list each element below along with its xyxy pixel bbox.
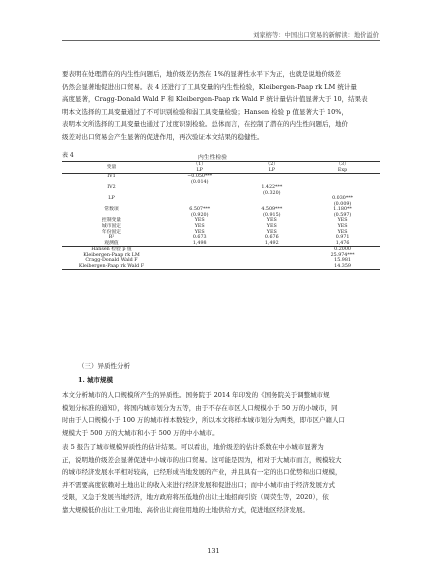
row-label: 观测值 (104, 240, 119, 246)
table-cell: (0.920) (190, 212, 209, 218)
text-line: 表 5 报告了城市规模异质性的估计结果。可以看出，地价级差的估计系数在中小城市显著为 (62, 443, 324, 451)
section-title: （三）异质性分析 (78, 362, 130, 370)
paragraph-1 (62, 68, 380, 143)
text-line: 本文分析城市的人口规模所产生的异质性。国务院于 2014 年印发的《国务院关于调整城市规 (62, 391, 330, 399)
empty-cell (238, 264, 305, 270)
subsection-title: 1. 城市规模 (78, 376, 114, 384)
col-head: Exp (337, 167, 348, 173)
row-label: 年份固定 (101, 229, 122, 235)
text-line: 模划分标准的通知》，将国内城市划分为五等，由于不存在市区人口规模小于 50 万的小城市，同 (62, 403, 338, 412)
table-cell: 0.676 (264, 235, 279, 241)
test-label: Kleibergen-Paap rk LM (83, 252, 140, 258)
col-head: LP (196, 167, 203, 173)
table-cell: YES (266, 218, 277, 224)
text-line: 受限，又急于发展当地经济，地方政府将压低地价出让土地招商引资（周荧生等，2020），依 (62, 493, 329, 501)
table-cell: 6.507*** (189, 207, 211, 213)
table-label: 表 4 (62, 152, 74, 159)
test-row (62, 264, 380, 270)
table-cell: 1,498 (192, 240, 207, 246)
table-cell: 0.030*** (332, 196, 354, 202)
table-cell: (0.009) (333, 201, 352, 207)
table-cell: YES (266, 229, 277, 235)
text-line: 级差对出口贸易会产生显著的促进作用，再次验证本文结果的稳健性。 (62, 132, 264, 141)
row-label: 城市固定 (101, 224, 122, 230)
row-label: 控制变量 (101, 218, 122, 224)
page-number: 131 (207, 547, 220, 555)
col-head: LP (268, 167, 275, 173)
var-head: 变量 (62, 162, 161, 174)
text-line: 仍然会显著地促进出口贸易。表 4 还进行了工具变量的内生性检验，Kleibergen-Paap rk LM 统计量 (62, 82, 357, 91)
table-cell: YES (337, 229, 348, 235)
test-label: Kleibergen-Paap rk Wald F (62, 264, 161, 270)
table-cell: (0.915) (263, 212, 281, 218)
table-cell: YES (194, 229, 205, 235)
text-line: 的城市经济发展水平相对较高，已经形成当地发展的产业，并且具有一定的出口优势和出口规模， (62, 468, 342, 476)
empty-cell (161, 264, 238, 270)
test-value: 14.359 (305, 264, 380, 270)
col-num: （3） (305, 162, 380, 168)
text-line: 要表明在处理潜在的内生性问题后，地价级差仍然在 1%的显著性水平下为正，也就是说地价级差 (62, 70, 341, 78)
table-cell: YES (194, 218, 205, 224)
text-line: 规模大于 500 万的大城市和小于 500 万的中小城市。 (62, 428, 219, 437)
table-cell: 0.971 (335, 235, 350, 241)
test-value: 25.974*** (330, 252, 355, 258)
paragraph-2 (62, 389, 380, 439)
col-num: （1） (161, 162, 238, 168)
table-title: 内生性检验 (198, 155, 227, 161)
table-cell: 0.673 (192, 235, 207, 241)
paragraph-3 (62, 441, 380, 516)
test-value: 0.2000 (305, 247, 380, 253)
text-line: 靠大规模低价出让工业用地、高价出让商住用地的土地供给方式，促进地区经济发展。 (62, 505, 309, 514)
text-line: 并不需要高度依赖对土地出让的收入来进行经济发展和促进出口；而中小城市由于经济发展方式 (62, 480, 335, 489)
running-header: 刘家榕等：中国出口贸易的新解读：地价溢价 (253, 32, 379, 39)
table-cell: (0.320) (263, 190, 281, 196)
table-cell: −0.050*** (161, 174, 238, 180)
table-cell: (0.014) (190, 179, 209, 185)
row-label: LP (108, 196, 115, 202)
row-label: IV2 (107, 185, 116, 191)
table-cell: YES (337, 224, 348, 230)
regression-table (62, 161, 380, 270)
table-cell: 1.180** (333, 207, 352, 213)
row-label: R² (108, 235, 115, 241)
table-cell: YES (194, 224, 205, 230)
table-cell: 1,492 (264, 240, 279, 246)
text-line: 高度显著，Cragg-Donald Wald F 和 Kleibergen-Paap rk Wald F 统计量估计值显著大于 10，结果表 (62, 95, 368, 103)
text-line: 时由于人口规模小于 100 万的城市样本数较少，所以本文将样本城市划分为两类，即市区户籍人口 (62, 416, 346, 424)
table-cell: (0.597) (333, 212, 352, 218)
test-value: 15.981 (334, 258, 351, 264)
row-label: 常数项 (104, 207, 119, 213)
table-cell: YES (266, 224, 277, 230)
table-cell: 4.509*** (261, 207, 283, 213)
col-num: （2） (238, 162, 305, 168)
test-label: Cragg-Donald Wald F (85, 258, 138, 264)
row-label: IV1 (62, 174, 161, 180)
text-line: 表明本文所选择的工具变量也通过了过度识别检验。总体而言，在控制了潜在的内生性问题后，地价 (62, 120, 348, 128)
table-cell: YES (337, 218, 348, 224)
table-cell: 1.422*** (261, 185, 283, 191)
table-cell: 1,476 (335, 240, 350, 246)
text-line: 明本文选择的工具变量通过了不可识别检验和弱工具变量检验；Hansen 检验 p 值显著大于 10%， (62, 107, 348, 116)
text-line: 正，说明地价级差会显著促进中小城市的出口贸易。这可能是因为，相对于大城市而言，规模较大 (62, 455, 342, 464)
header-rule (62, 40, 380, 41)
test-label: Hansen 检验 p 值 (62, 247, 161, 253)
